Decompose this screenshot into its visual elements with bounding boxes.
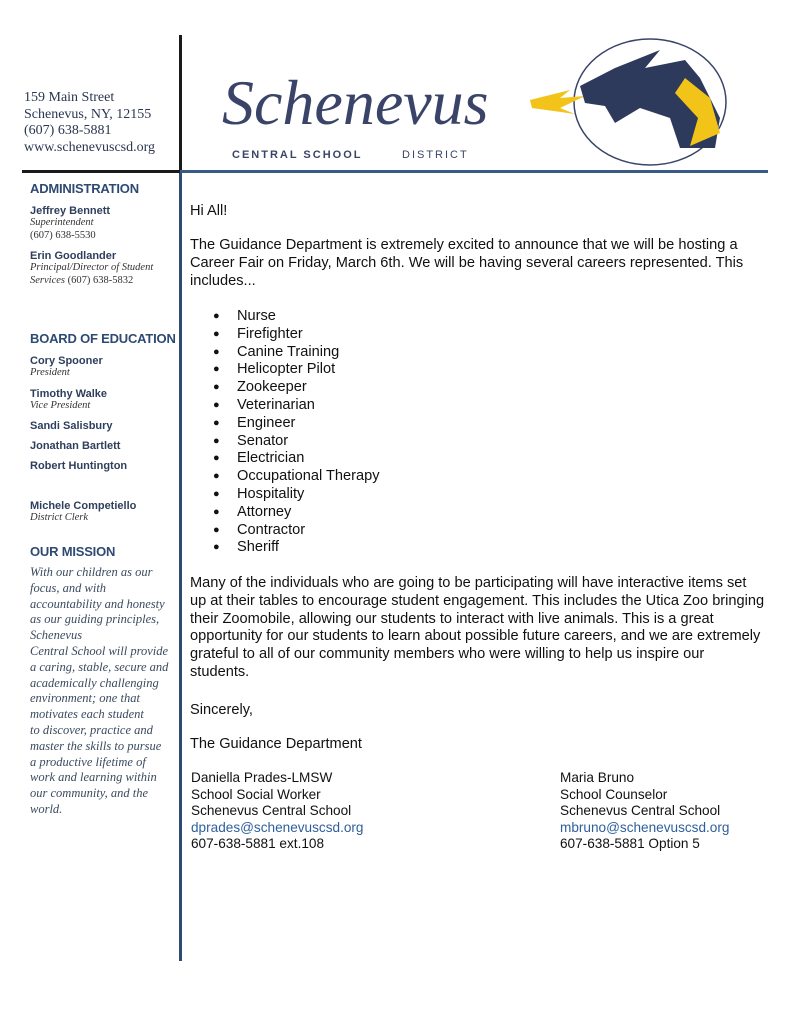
signature-email[interactable]: dprades@schenevuscsd.org — [191, 819, 364, 835]
divider-horizontal-left — [22, 170, 180, 173]
admin-role: Superintendent — [30, 217, 94, 228]
mission-line: a productive lifetime of — [30, 754, 146, 769]
signature-right — [560, 770, 729, 853]
mission-line: work and learning within — [30, 770, 157, 785]
greeting: Hi All! — [190, 203, 228, 219]
career-item: ● Occupational Therapy — [190, 468, 380, 486]
sidebar-administration — [30, 181, 178, 287]
clerk-name: Michele Competiello — [30, 500, 137, 512]
administration-heading: ADMINISTRATION — [30, 181, 139, 196]
street: 159 Main Street — [24, 90, 115, 105]
mission-line: master the skills to pursue — [30, 738, 162, 753]
closing: Sincerely, — [190, 702, 253, 718]
district-logo — [220, 38, 730, 170]
logo-sub-left: CENTRAL SCHOOL — [232, 149, 363, 161]
career-item: ● Contractor — [190, 522, 380, 540]
board-member-name: Cory Spooner — [30, 355, 103, 367]
phone: (607) 638-5881 — [24, 123, 112, 138]
career-item: ● Nurse — [190, 308, 380, 326]
mission-heading: OUR MISSION — [30, 544, 116, 559]
body-paragraph: Many of the individuals who are going to be participating will have interactive items set up at their tables to encourage student engagement. This includes the Utica Zoo bringing their Zoomobile, allowing our students to interact with live animals. This is a great opportunity for our students to learn about possible future careers, and we are extremely grateful to all of our community members who were willing to help us inspire our students. — [190, 575, 765, 680]
signature-phone: 607-638-5881 ext.108 — [191, 836, 325, 852]
career-item: ● Attorney — [190, 504, 380, 522]
signature-name: Maria Bruno — [560, 770, 635, 785]
career-item: ● Helicopter Pilot — [190, 361, 380, 379]
career-item: ● Zookeeper — [190, 379, 380, 397]
dragon-mascot-icon — [530, 39, 726, 165]
board-member-name: Jonathan Bartlett — [30, 440, 121, 452]
city: Schenevus, NY, 12155 — [24, 106, 152, 122]
intro-paragraph: The Guidance Department is extremely excited to announce that we will be hosting a Career Fair on Friday, March 6th. We will be having several careers represented. This includes... — [190, 237, 744, 289]
website[interactable]: www.schenevuscsd.org — [24, 139, 156, 155]
signature-name: Daniella Prades-LMSW — [191, 770, 333, 785]
career-item: ● Engineer — [190, 415, 380, 433]
mission-line: Schenevus — [30, 628, 83, 643]
signature-title: School Counselor — [560, 786, 668, 802]
admin-name: Jeffrey Bennett — [30, 205, 111, 217]
career-item: ● Canine Training — [190, 344, 380, 362]
mission-line: environment; one that — [30, 691, 140, 706]
career-item: ● Hospitality — [190, 486, 380, 504]
mission-line: academically challenging — [30, 675, 159, 690]
divider-vertical-top — [179, 35, 182, 172]
signature-school: Schenevus Central School — [560, 803, 721, 819]
board-member-name: Sandi Salisbury — [30, 420, 113, 432]
admin-phone: (607) 638-5832 — [67, 274, 134, 286]
career-item: ● Sheriff — [190, 539, 380, 557]
sidebar-mission — [30, 544, 178, 818]
board-heading: BOARD OF EDUCATION — [30, 331, 176, 346]
career-item: ● Senator — [190, 433, 380, 451]
signature-title: School Social Worker — [191, 786, 321, 802]
mission-line: focus, and with — [30, 580, 107, 595]
mission-line: accountability and honesty — [30, 596, 165, 611]
divider-horizontal-right — [180, 170, 768, 173]
career-item: ● Firefighter — [190, 326, 380, 344]
mission-text — [30, 565, 178, 818]
mission-line: Central School will provide — [30, 643, 169, 658]
mission-line: world. — [30, 801, 63, 816]
career-item: ● Veterinarian — [190, 397, 380, 415]
signature-email[interactable]: mbruno@schenevuscsd.org — [560, 819, 730, 835]
signature-left — [191, 770, 364, 853]
board-member-role: Vice President — [30, 399, 91, 411]
admin-role: Principal/Director of Student Services — [30, 262, 154, 286]
mission-line: a caring, stable, secure and — [30, 659, 169, 674]
mission-line: With our children as our — [30, 565, 153, 579]
board-member-role: President — [30, 367, 70, 378]
signature-phone: 607-638-5881 Option 5 — [560, 836, 700, 852]
logo-sub-right: DISTRICT — [402, 149, 469, 161]
admin-name: Erin Goodlander — [30, 250, 117, 262]
mission-line: to discover, practice and — [30, 722, 153, 737]
logo-script: Schenevus — [222, 67, 489, 138]
career-item: ● Electrician — [190, 450, 380, 468]
clerk-role: District Clerk — [30, 512, 89, 523]
board-member-name: Robert Huntington — [30, 460, 128, 472]
career-list — [190, 308, 380, 557]
signoff: The Guidance Department — [190, 736, 362, 752]
mission-line: motivates each student — [30, 707, 144, 722]
board-member-name: Timothy Walke — [30, 387, 108, 400]
divider-vertical — [179, 35, 182, 961]
address-block — [24, 90, 155, 156]
signature-school: Schenevus Central School — [191, 803, 352, 819]
admin-phone: (607) 638-5530 — [30, 229, 96, 241]
mission-line: our community, and the — [30, 786, 149, 801]
sidebar-board — [30, 331, 178, 525]
mission-line: as our guiding principles, — [30, 612, 160, 627]
